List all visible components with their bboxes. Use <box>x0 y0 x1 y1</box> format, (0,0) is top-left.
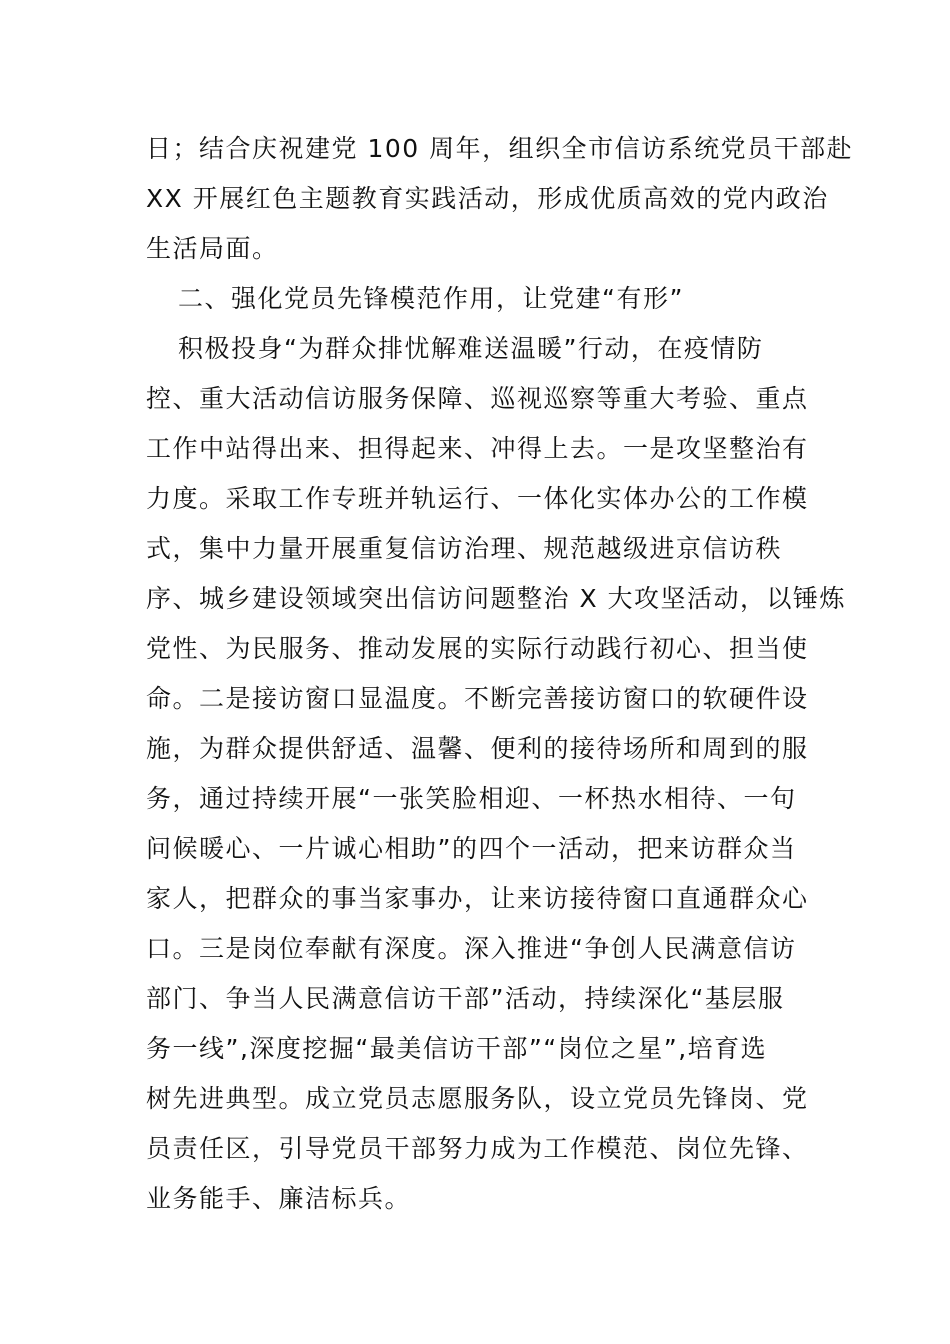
document-body <box>146 124 854 1224</box>
paragraph-line: 序、城乡建设领域突出信访问题整治 X 大攻坚活动，以锤炼 <box>146 584 847 613</box>
paragraph-line: 控、重大活动信访服务保障、巡视巡察等重大考验、重点 <box>146 384 809 413</box>
paragraph-line: XX 开展红色主题教育实践活动，形成优质高效的党内政治 <box>146 184 829 213</box>
paragraph-line: 式，集中力量开展重复信访治理、规范越级进京信访秩 <box>146 534 783 563</box>
paragraph-line: 部门、争当人民满意信访干部”活动，持续深化“基层服 <box>146 984 785 1013</box>
paragraph-line: 业务能手、廉洁标兵。 <box>146 1184 412 1213</box>
paragraph-line: 日；结合庆祝建党 100 周年，组织全市信访系统党员干部赴 <box>146 134 854 163</box>
paragraph-line: 员责任区，引导党员干部努力成为工作模范、岗位先锋、 <box>146 1134 809 1163</box>
section-heading: 二、强化党员先锋模范作用，让党建“有形” <box>178 284 684 313</box>
paragraph-line: 工作中站得出来、担得起来、冲得上去。一是攻坚整治有 <box>146 434 809 463</box>
paragraph-line: 问候暖心、一片诚心相助”的四个一活动，把来访群众当 <box>146 834 797 863</box>
paragraph-line: 务一线”,深度挖掘“最美信访干部”“岗位之星”,培育选 <box>146 1034 768 1063</box>
body-paragraph <box>146 324 847 1224</box>
paragraph-line: 务，通过持续开展“一张笑脸相迎、一杯热水相待、一句 <box>146 784 797 813</box>
paragraph-line: 生活局面。 <box>146 234 279 263</box>
paragraph-line: 家人，把群众的事当家事办，让来访接待窗口直通群众心 <box>146 884 809 913</box>
paragraph-line: 口。三是岗位奉献有深度。深入推进“争创人民满意信访 <box>146 934 797 963</box>
paragraph-line: 命。二是接访窗口显温度。不断完善接访窗口的软硬件设 <box>146 684 809 713</box>
paragraph-line: 树先进典型。成立党员志愿服务队，设立党员先锋岗、党 <box>146 1084 809 1113</box>
continued-paragraph <box>146 124 854 274</box>
paragraph-line: 积极投身“为群众排忧解难送温暖”行动，在疫情防 <box>178 334 764 363</box>
paragraph-line: 力度。采取工作专班并轨运行、一体化实体办公的工作模 <box>146 484 809 513</box>
paragraph-line: 施，为群众提供舒适、温馨、便利的接待场所和周到的服 <box>146 734 809 763</box>
paragraph-line: 党性、为民服务、推动发展的实际行动践行初心、担当使 <box>146 634 809 663</box>
